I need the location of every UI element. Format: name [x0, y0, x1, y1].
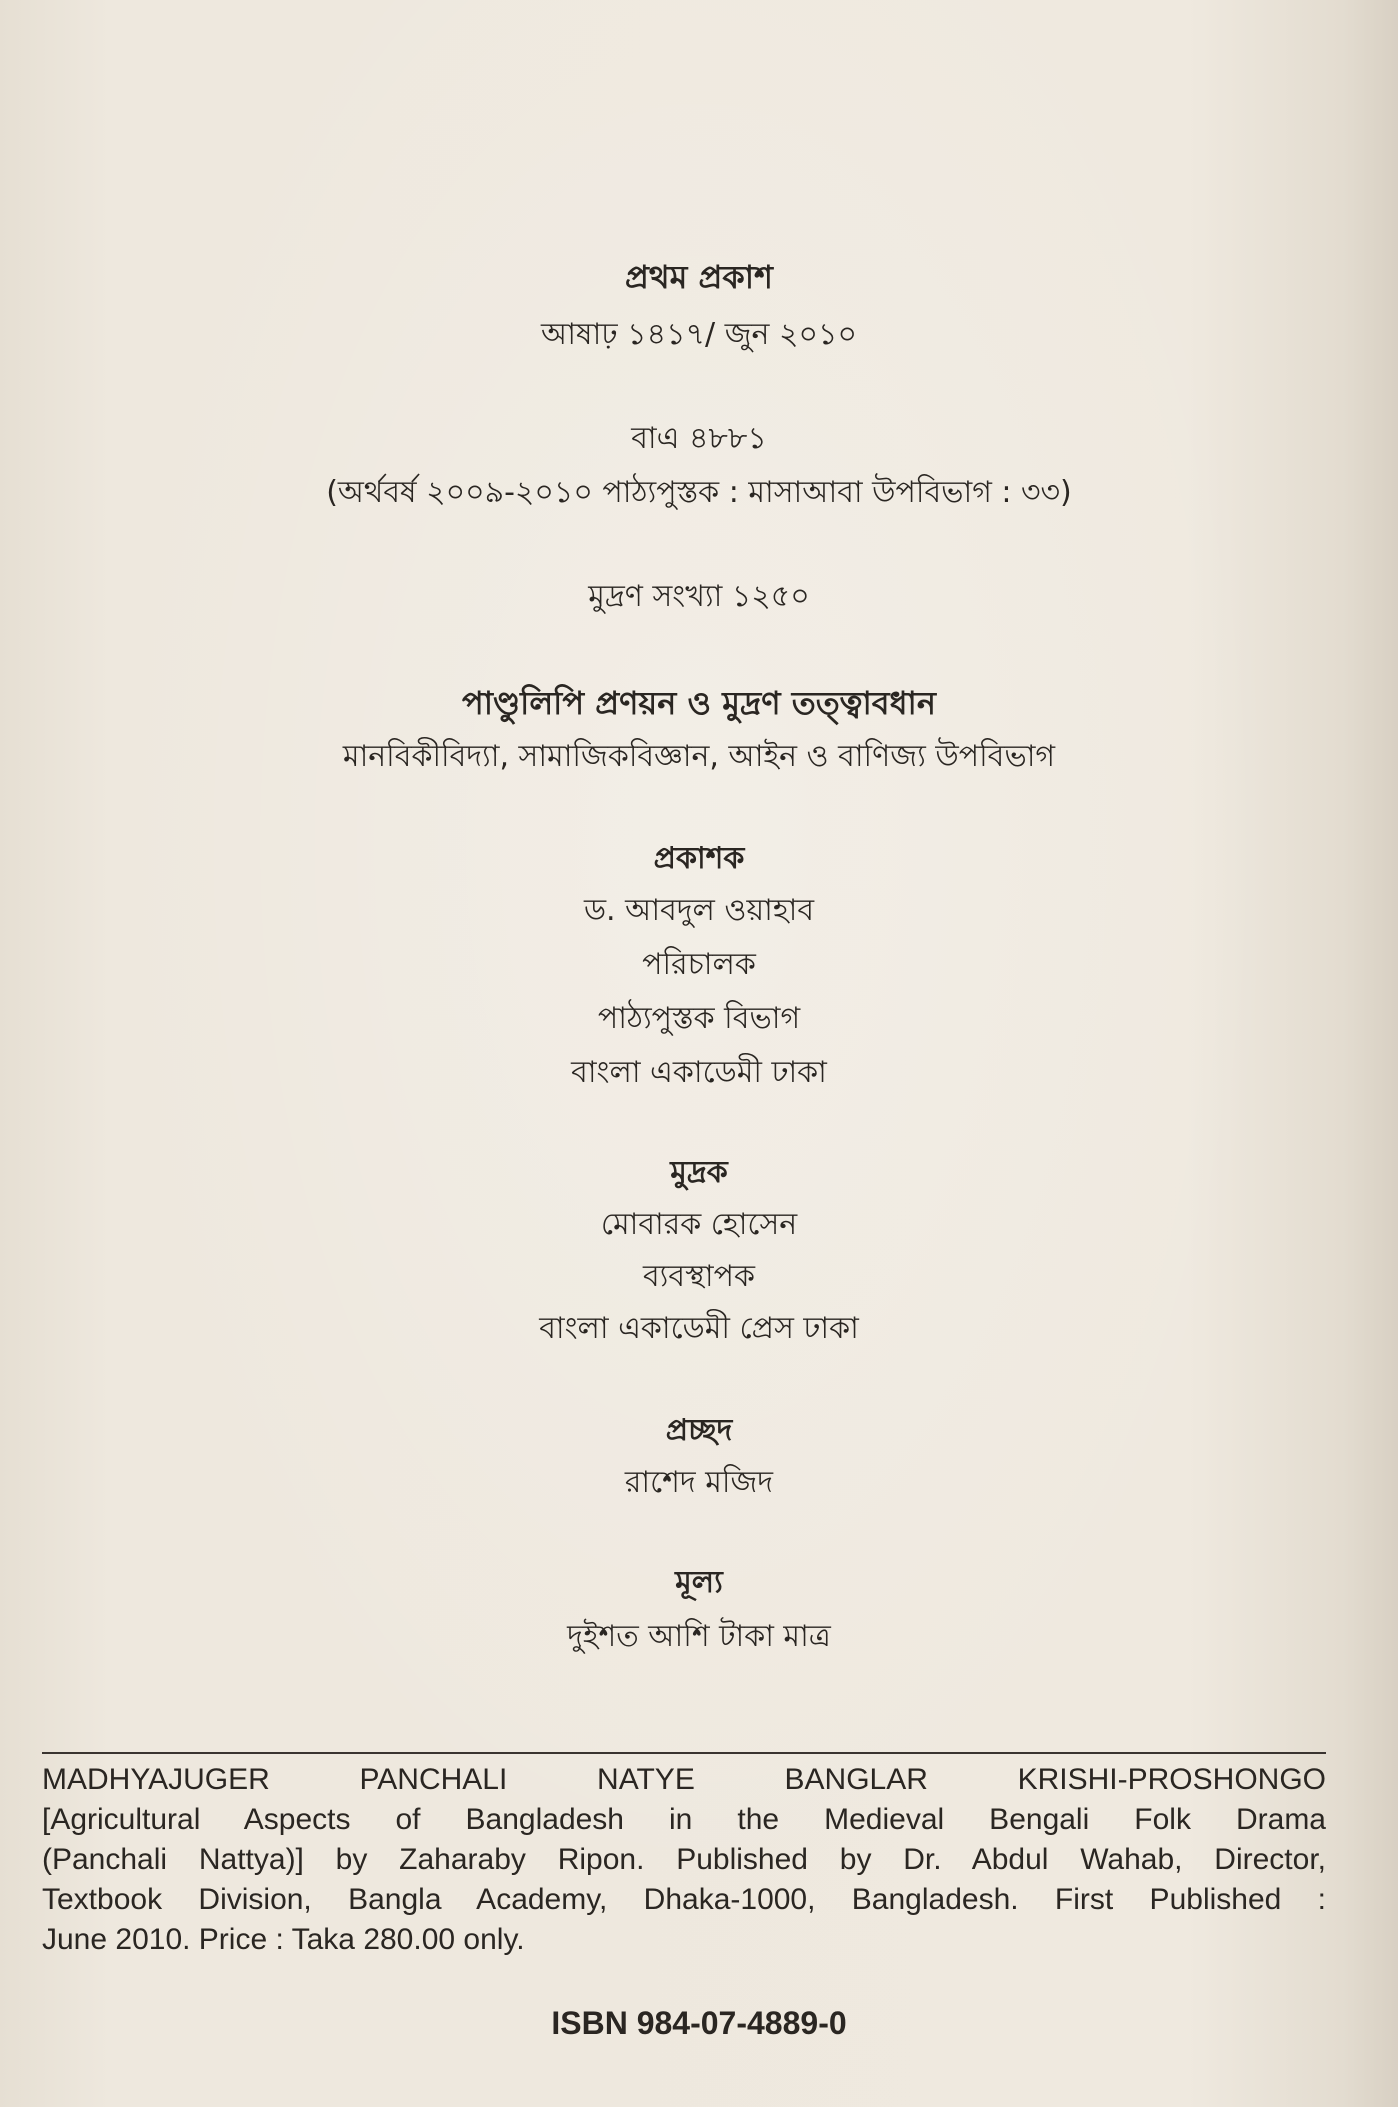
- cover-designer: রাশেদ মজিদ: [624, 1465, 774, 1500]
- english-colophon: [42, 1760, 1326, 1960]
- printer-heading: মুদ্রক: [670, 1155, 728, 1190]
- divider-rule: [42, 1752, 1326, 1754]
- print-run: মুদ্রণ সংখ্যা ১২৫০: [588, 579, 810, 614]
- publisher-heading: প্রকাশক: [653, 841, 745, 876]
- publisher-name: ড. আবদুল ওয়াহাব: [583, 893, 815, 928]
- publisher-title: পরিচালক: [642, 947, 756, 982]
- fiscal-year-note: (অর্থবর্ষ ২০০৯-২০১০ পাঠ্যপুস্তক : মাসাআবা উপবিভাগ : ৩৩): [326, 475, 1072, 510]
- colophon-line-5: June 2010. Price : Taka 280.00 only.: [42, 1923, 525, 1956]
- first-edition-heading: প্রথম প্রকাশ: [624, 258, 773, 296]
- printer-name: মোবারক হোসেন: [600, 1207, 798, 1242]
- publication-code: বাএ ৪৮৮১: [631, 421, 767, 456]
- publisher-department: পাঠ্যপুস্তক বিভাগ: [597, 1001, 801, 1036]
- manuscript-division: মানবিকীবিদ্যা, সামাজিকবিজ্ঞান, আইন ও বাণিজ্য উপবিভাগ: [342, 739, 1056, 774]
- colophon-line-3: (Panchali Nattya)] by Zaharaby Ripon. Published by Dr. Abdul Wahab, Director,: [42, 1843, 1326, 1876]
- colophon-line-2: [Agricultural Aspects of Bangladesh in the Medieval Bengali Folk Drama: [42, 1803, 1326, 1836]
- colophon-line-1: MADHYAJUGER PANCHALI NATYE BANGLAR KRISHI-PROSHONGO: [42, 1763, 1326, 1796]
- isbn: ISBN 984-07-4889-0: [551, 2005, 847, 2041]
- price-value: দুইশত আশি টাকা মাত্র: [567, 1619, 831, 1654]
- printer-title: ব্যবস্থাপক: [642, 1259, 755, 1294]
- price-heading: মূল্য: [675, 1565, 723, 1600]
- manuscript-heading: পাণ্ডুলিপি প্রণয়ন ও মুদ্রণ তত্ত্বাবধান: [462, 684, 936, 722]
- publisher-institution: বাংলা একাডেমী ঢাকা: [571, 1055, 827, 1090]
- colophon-line-4: Textbook Division, Bangla Academy, Dhaka-1000, Bangladesh. First Published :: [42, 1883, 1326, 1916]
- printer-institution: বাংলা একাডেমী প্রেস ঢাকা: [539, 1311, 859, 1346]
- cover-heading: প্রচ্ছদ: [665, 1413, 733, 1448]
- first-edition-date: আষাঢ় ১৪১৭/ জুন ২০১০: [541, 317, 857, 352]
